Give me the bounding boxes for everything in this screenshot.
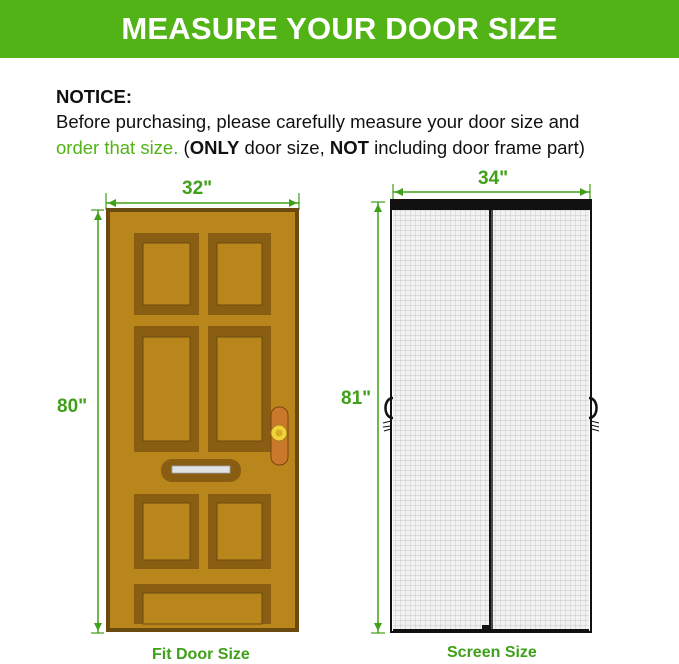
notice-line-1: Before purchasing, please carefully measure your door size and bbox=[56, 111, 580, 132]
door-caption: Fit Door Size bbox=[152, 646, 250, 663]
banner-title: MEASURE YOUR DOOR SIZE bbox=[121, 11, 558, 46]
screen-width-label: 34" bbox=[478, 168, 509, 189]
door-illustration bbox=[106, 208, 299, 632]
notice-only: ONLY bbox=[189, 137, 240, 158]
notice-order-size: order that size. bbox=[56, 137, 179, 158]
screen-height-dimension bbox=[371, 202, 385, 633]
notice-not: NOT bbox=[329, 137, 369, 158]
door-height-label: 80" bbox=[57, 396, 88, 417]
notice-mid: door size, bbox=[239, 137, 330, 158]
screen-height-label: 81" bbox=[341, 388, 372, 409]
screen-illustration bbox=[391, 200, 591, 632]
notice-paren-open: ( bbox=[178, 137, 190, 158]
notice-heading: NOTICE: bbox=[56, 86, 133, 107]
door-width-label: 32" bbox=[182, 178, 213, 199]
screen-caption: Screen Size bbox=[447, 644, 537, 661]
door-handle-icon bbox=[271, 407, 288, 465]
door-height-dimension bbox=[91, 210, 104, 633]
notice-end: including door frame part) bbox=[368, 137, 585, 158]
